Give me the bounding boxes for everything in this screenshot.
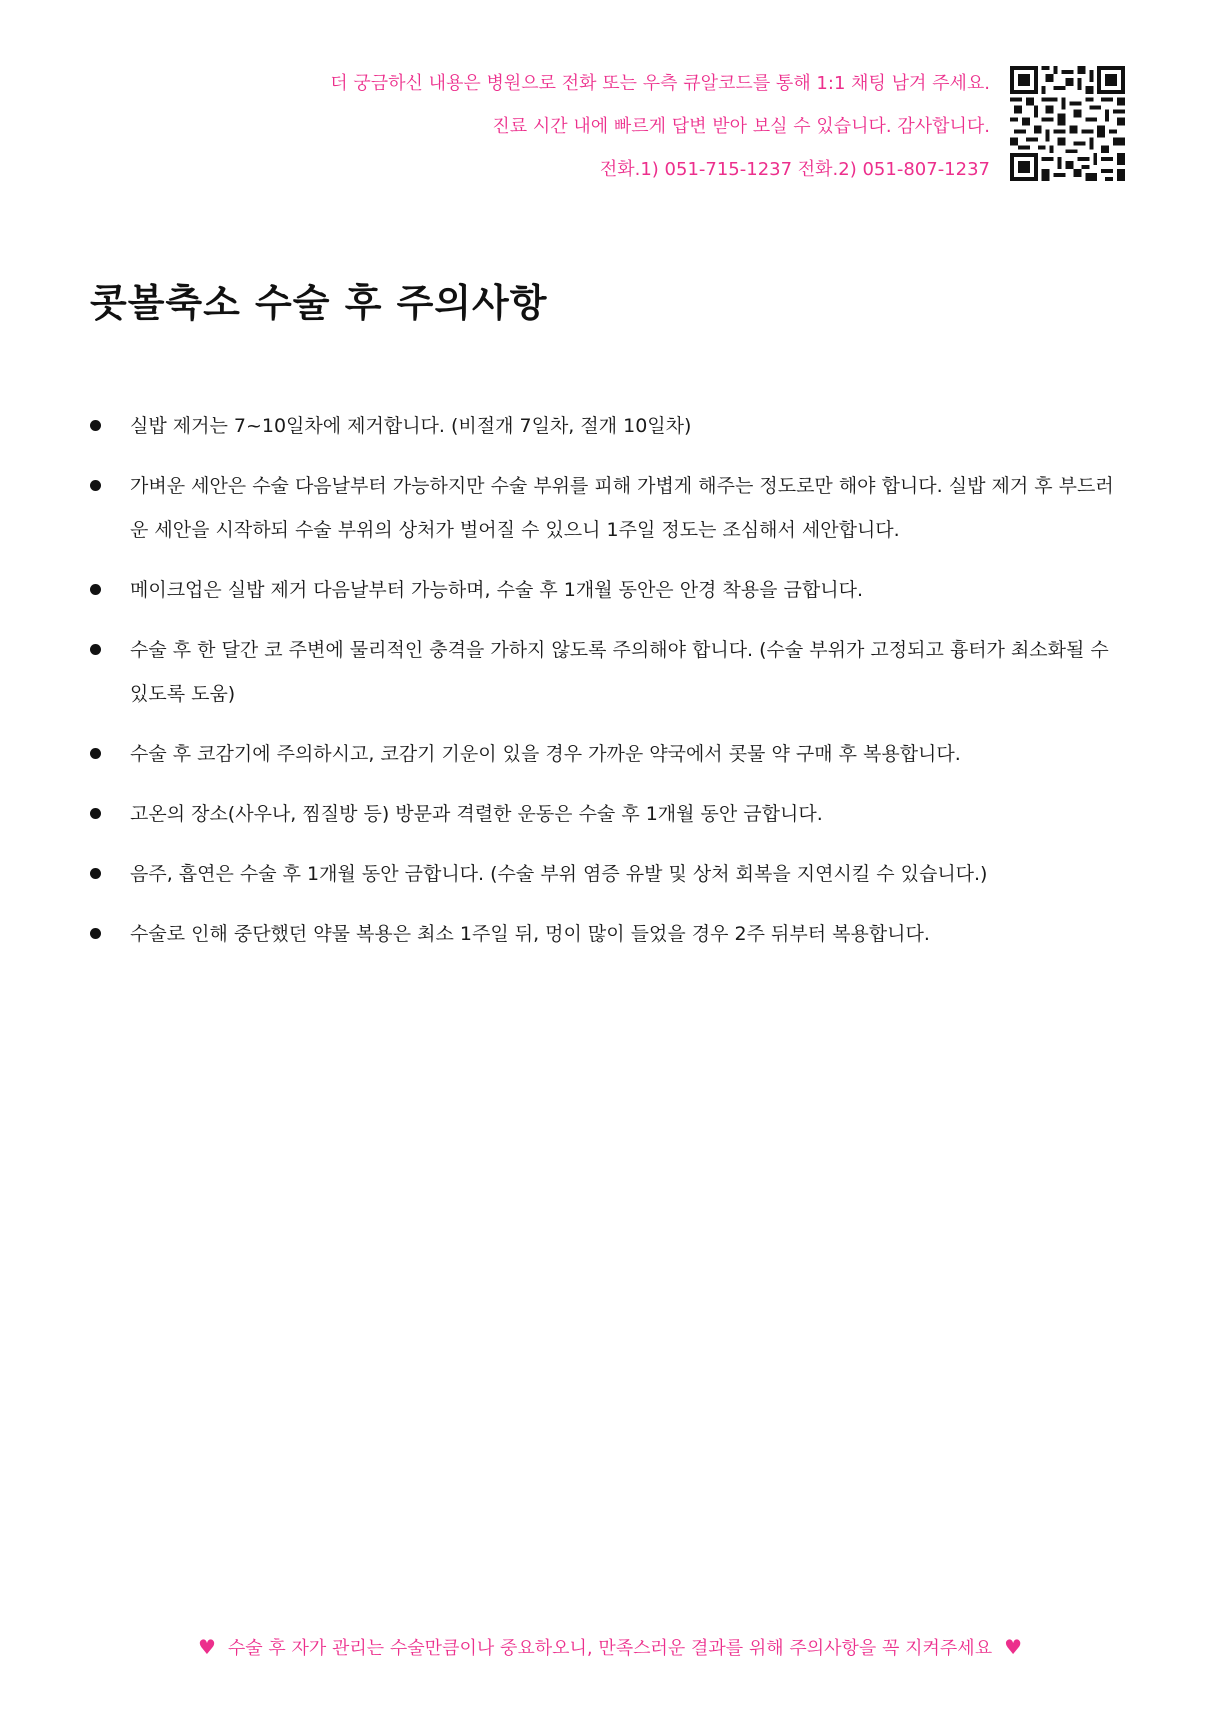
list-item-text: 메이크업은 실밥 제거 다음날부터 가능하며, 수술 후 1개월 동안은 안경 착용을 금합니다. — [130, 579, 863, 601]
heart-icon: ♥ — [197, 1635, 216, 1659]
list-item — [90, 852, 1130, 896]
list-item — [90, 568, 1130, 612]
list-item-text: 실밥 제거는 7~10일차에 제거합니다. (비절개 7일차, 절개 10일차) — [130, 415, 692, 437]
qr-code-icon[interactable] — [1010, 66, 1125, 181]
list-item — [90, 464, 1130, 552]
list-item-text: 수술 후 한 달간 코 주변에 물리적인 충격을 가하지 않도록 주의해야 합니다. (수술 부위가 고정되고 흉터가 최소화될 수 있도록 도움) — [130, 639, 1109, 705]
list-item — [90, 404, 1130, 448]
bullet-icon — [90, 584, 101, 595]
footer-text: 수술 후 자가 관리는 수술만큼이나 중요하오니, 만족스러운 결과를 위해 주의사항을 꼭 지켜주세요 — [227, 1638, 993, 1659]
precautions-list — [90, 404, 1130, 972]
list-item — [90, 628, 1130, 716]
heart-icon: ♥ — [1004, 1635, 1023, 1659]
page-title: 콧볼축소 수술 후 주의사항 — [90, 281, 548, 325]
bullet-icon — [90, 928, 101, 939]
bullet-icon — [90, 748, 101, 759]
contact-info — [210, 62, 990, 191]
list-item-text: 가벼운 세안은 수술 다음날부터 가능하지만 수술 부위를 피해 가볍게 해주는 정도로만 해야 합니다. 실밥 제거 후 부드러운 세안을 시작하되 수술 부위의 상처가 벌어질 수 있으니 1주일 정도는 조심해서 세안합니다. — [130, 475, 1114, 541]
bullet-icon — [90, 808, 101, 819]
contact-line: 더 궁금하신 내용은 병원으로 전화 또는 우측 큐알코드를 통해 1:1 채팅 남겨 주세요. — [330, 73, 990, 94]
list-item-text: 음주, 흡연은 수술 후 1개월 동안 금합니다. (수술 부위 염증 유발 및 상처 회복을 지연시킬 수 있습니다.) — [130, 863, 988, 885]
bullet-icon — [90, 480, 101, 491]
bullet-icon — [90, 868, 101, 879]
list-item — [90, 792, 1130, 836]
contact-phone-numbers: 전화.1) 051-715-1237 전화.2) 051-807-1237 — [599, 159, 990, 180]
list-item-text: 수술로 인해 중단했던 약물 복용은 최소 1주일 뒤, 멍이 많이 들었을 경우 2주 뒤부터 복용합니다. — [130, 923, 930, 945]
list-item-text: 수술 후 코감기에 주의하시고, 코감기 기운이 있을 경우 가까운 약국에서 콧물 약 구매 후 복용합니다. — [130, 743, 961, 765]
list-item — [90, 732, 1130, 776]
contact-line: 진료 시간 내에 빠르게 답변 받아 보실 수 있습니다. 감사합니다. — [492, 116, 990, 137]
footer-note — [0, 1634, 1220, 1660]
list-item-text: 고온의 장소(사우나, 찜질방 등) 방문과 격렬한 운동은 수술 후 1개월 동안 금합니다. — [130, 803, 823, 825]
list-item — [90, 912, 1130, 956]
bullet-icon — [90, 644, 101, 655]
bullet-icon — [90, 420, 101, 431]
